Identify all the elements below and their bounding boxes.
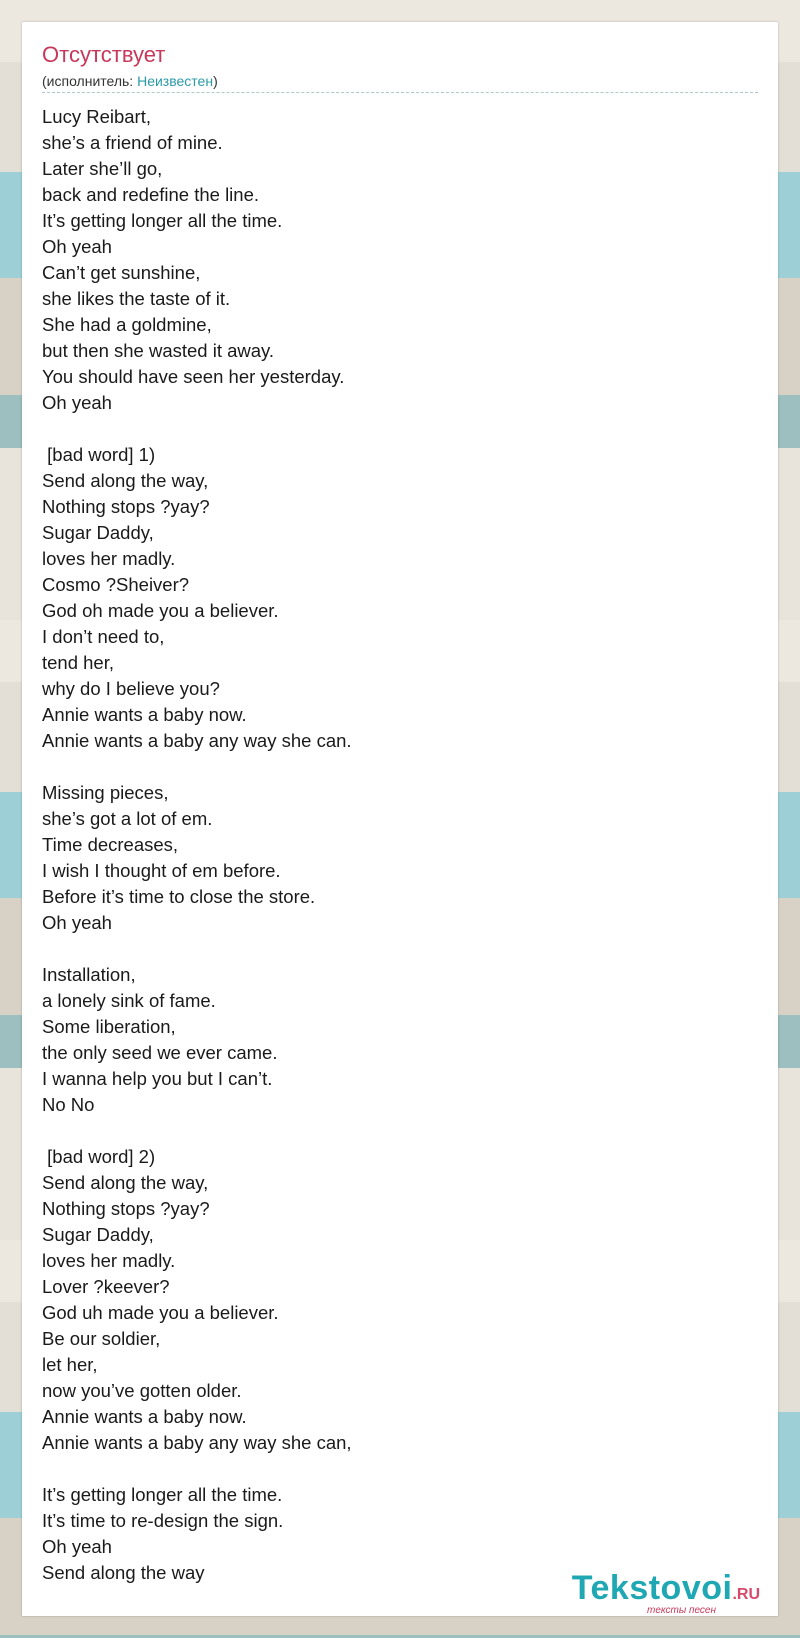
logo-text: Tekstovoi — [571, 1569, 733, 1607]
artist-suffix: ) — [213, 73, 218, 89]
artist-line — [42, 73, 218, 89]
logo-tld: .RU — [732, 1586, 760, 1603]
site-logo[interactable] — [571, 1569, 760, 1616]
dashed-divider — [42, 92, 758, 93]
logo-tagline: тексты песен — [647, 1605, 716, 1616]
lyrics-text: Lucy Reibart, she’s a friend of mine. Later she’ll go, back and redefine the line. It’s getting longer all the time. Oh yeah Can’t get sunshine, she likes the taste of it. She had a goldmine, but then she wasted it away. You should have seen her yesterday. Oh yeah [bad word] 1) Send along the way, Nothing stops ?yay? Sugar Daddy, loves her madly. Cosmo ?Sheiver? God oh made you a believer. I don’t need to, tend her, why do I believe you? Annie wants a baby now. Annie wants a baby any way she can. Missing pieces, she’s got a lot of em. Time decreases, I wish I thought of em before. Before it’s time to close the store. Oh yeah Installation, a lonely sink of fame. Some liberation, the only seed we ever came. I wanna help you but I can’t. No No [bad word] 2) Send along the way, Nothing stops ?yay? Sugar Daddy, loves her madly. Lover ?keever? God uh made you a believer. Be our soldier, let her, now you’ve gotten older. Annie wants a baby now. Annie wants a baby any way she can, It’s getting longer all the time. It’s time to re-design the sign. Oh yeah Send along the way — [42, 106, 352, 1583]
lyrics-card — [22, 22, 778, 1616]
artist-prefix: (исполнитель: — [42, 73, 138, 89]
song-title: Отсутствует — [42, 42, 166, 67]
artist-link[interactable]: Неизвестен — [137, 73, 214, 89]
